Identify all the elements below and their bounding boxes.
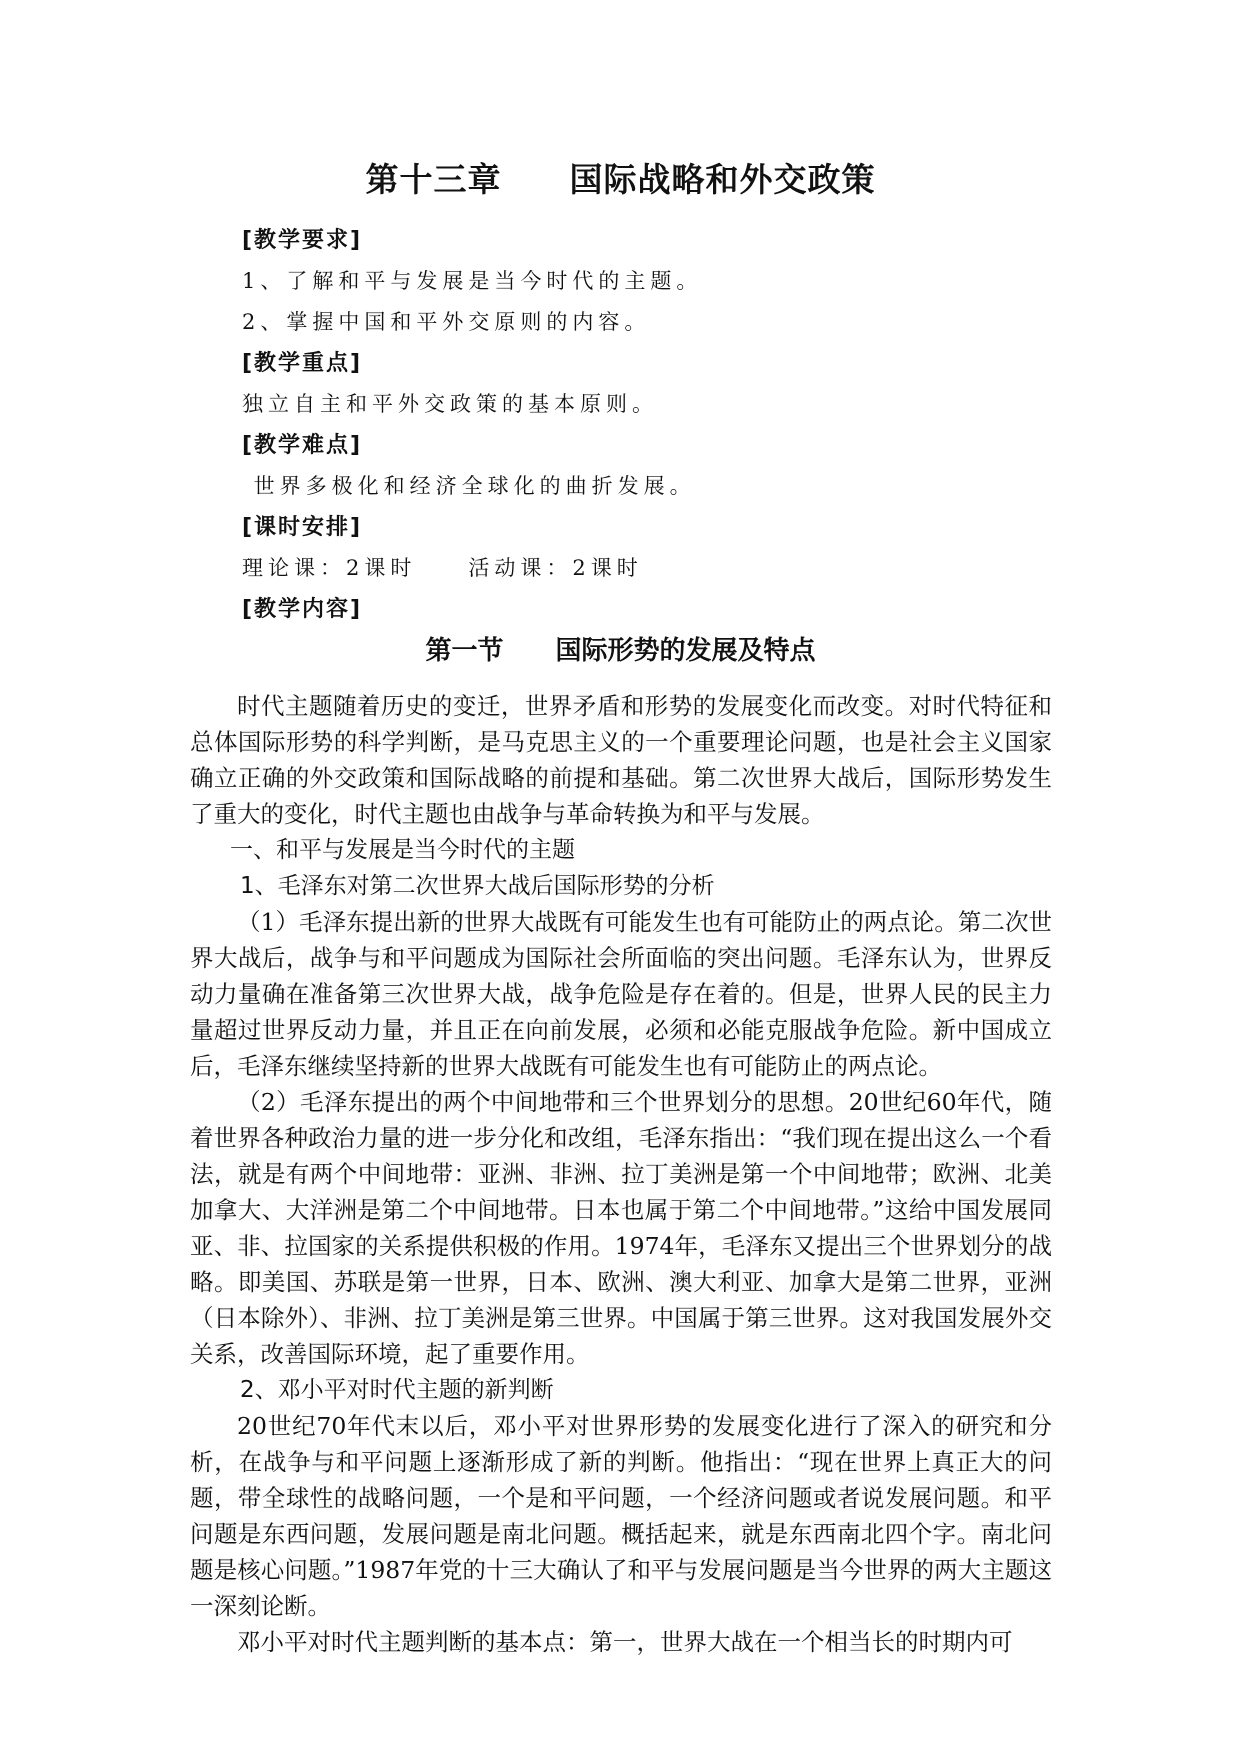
intro-paragraph: 时代主题随着历史的变迁，世界矛盾和形势的发展变化而改变。对时代特征和总体国际形势的科学判断，是马克思主义的一个重要理论问题，也是社会主义国家确立正确的外交政策和国际战略的前提和基础。第二次世界大战后，国际形势发生了重大的变化，时代主题也由战争与革命转换为和平与发展。 bbox=[190, 692, 1052, 828]
body-text bbox=[190, 688, 1052, 1660]
schedule-heading: [课时安排] bbox=[242, 515, 363, 540]
paragraph-1: （1）毛泽东提出新的世界大战既有可能发生也有可能防止的两点论。第二次世界大战后，战争与和平问题成为国际社会所面临的突出问题。毛泽东认为，世界反动力量确在准备第三次世界大战，战争危险是存在着的。但是，世界人民的民主力量超过世界反动力量，并且正在向前发展，必须和必能克服战争危险。新中国成立后，毛泽东继续坚持新的世界大战既有可能发生也有可能防止的两点论。 bbox=[190, 908, 1052, 1080]
subsubheading-2: 2、邓小平对时代主题的新判断 bbox=[240, 1377, 554, 1403]
teaching-outline bbox=[242, 220, 1042, 630]
paragraph-4: 邓小平对时代主题判断的基本点：第一，世界大战在一个相当长的时期内可 bbox=[237, 1628, 1013, 1656]
paragraph-3: 20世纪70年代末以后，邓小平对世界形势的发展变化进行了深入的研究和分析，在战争与和平问题上逐渐形成了新的判断。他指出：“现在世界上真正大的问题，带全球性的战略问题，一个是和平问题，一个经济问题或者说发展问题。和平问题是东西问题，发展问题是南北问题。概括起来，就是东西南北四个字。南北问题是核心问题。”1987年党的十三大确认了和平与发展问题是当今世界的两大主题这一深刻论断。 bbox=[190, 1412, 1052, 1620]
subheading-1: 一、和平与发展是当今时代的主题 bbox=[230, 837, 575, 863]
chapter-title: 第十三章 国际战略和外交政策 bbox=[365, 160, 876, 199]
teaching-difficulty-heading: [教学难点] bbox=[242, 433, 363, 458]
teaching-requirements-heading: [教学要求] bbox=[242, 228, 363, 253]
section-title: 第一节 国际形势的发展及特点 bbox=[425, 636, 816, 666]
paragraph-2: （2）毛泽东提出的两个中间地带和三个世界划分的思想。20世纪60年代，随着世界各种政治力量的进一步分化和改组，毛泽东指出：“我们现在提出这么一个看法，就是有两个中间地带：亚洲、非洲、拉丁美洲是第一个中间地带；欧洲、北美加拿大、大洋洲是第二个中间地带。日本也属于第二个中间地带。”这给中国发展同亚、非、拉国家的关系提供积极的作用。1974年，毛泽东又提出三个世界划分的战略。即美国、苏联是第一世界，日本、欧洲、澳大利亚、加拿大是第二世界，亚洲（日本除外）、非洲、拉丁美洲是第三世界。中国属于第三世界。这对我国发展外交关系，改善国际环境，起了重要作用。 bbox=[190, 1088, 1052, 1368]
subsubheading-1: 1、毛泽东对第二次世界大战后国际形势的分析 bbox=[240, 873, 715, 899]
teaching-focus-heading: [教学重点] bbox=[242, 351, 363, 376]
requirement-item-1: 1、了解和平与发展是当今时代的主题。 bbox=[242, 269, 703, 293]
requirement-item-2: 2、掌握中国和平外交原则的内容。 bbox=[242, 310, 651, 334]
schedule-text: 理论课：2课时 活动课：2课时 bbox=[242, 556, 643, 580]
teaching-focus-text: 独立自主和平外交政策的基本原则。 bbox=[242, 392, 658, 416]
teaching-content-heading: [教学内容] bbox=[242, 597, 363, 622]
teaching-difficulty-text: 世界多极化和经济全球化的曲折发展。 bbox=[242, 474, 696, 498]
